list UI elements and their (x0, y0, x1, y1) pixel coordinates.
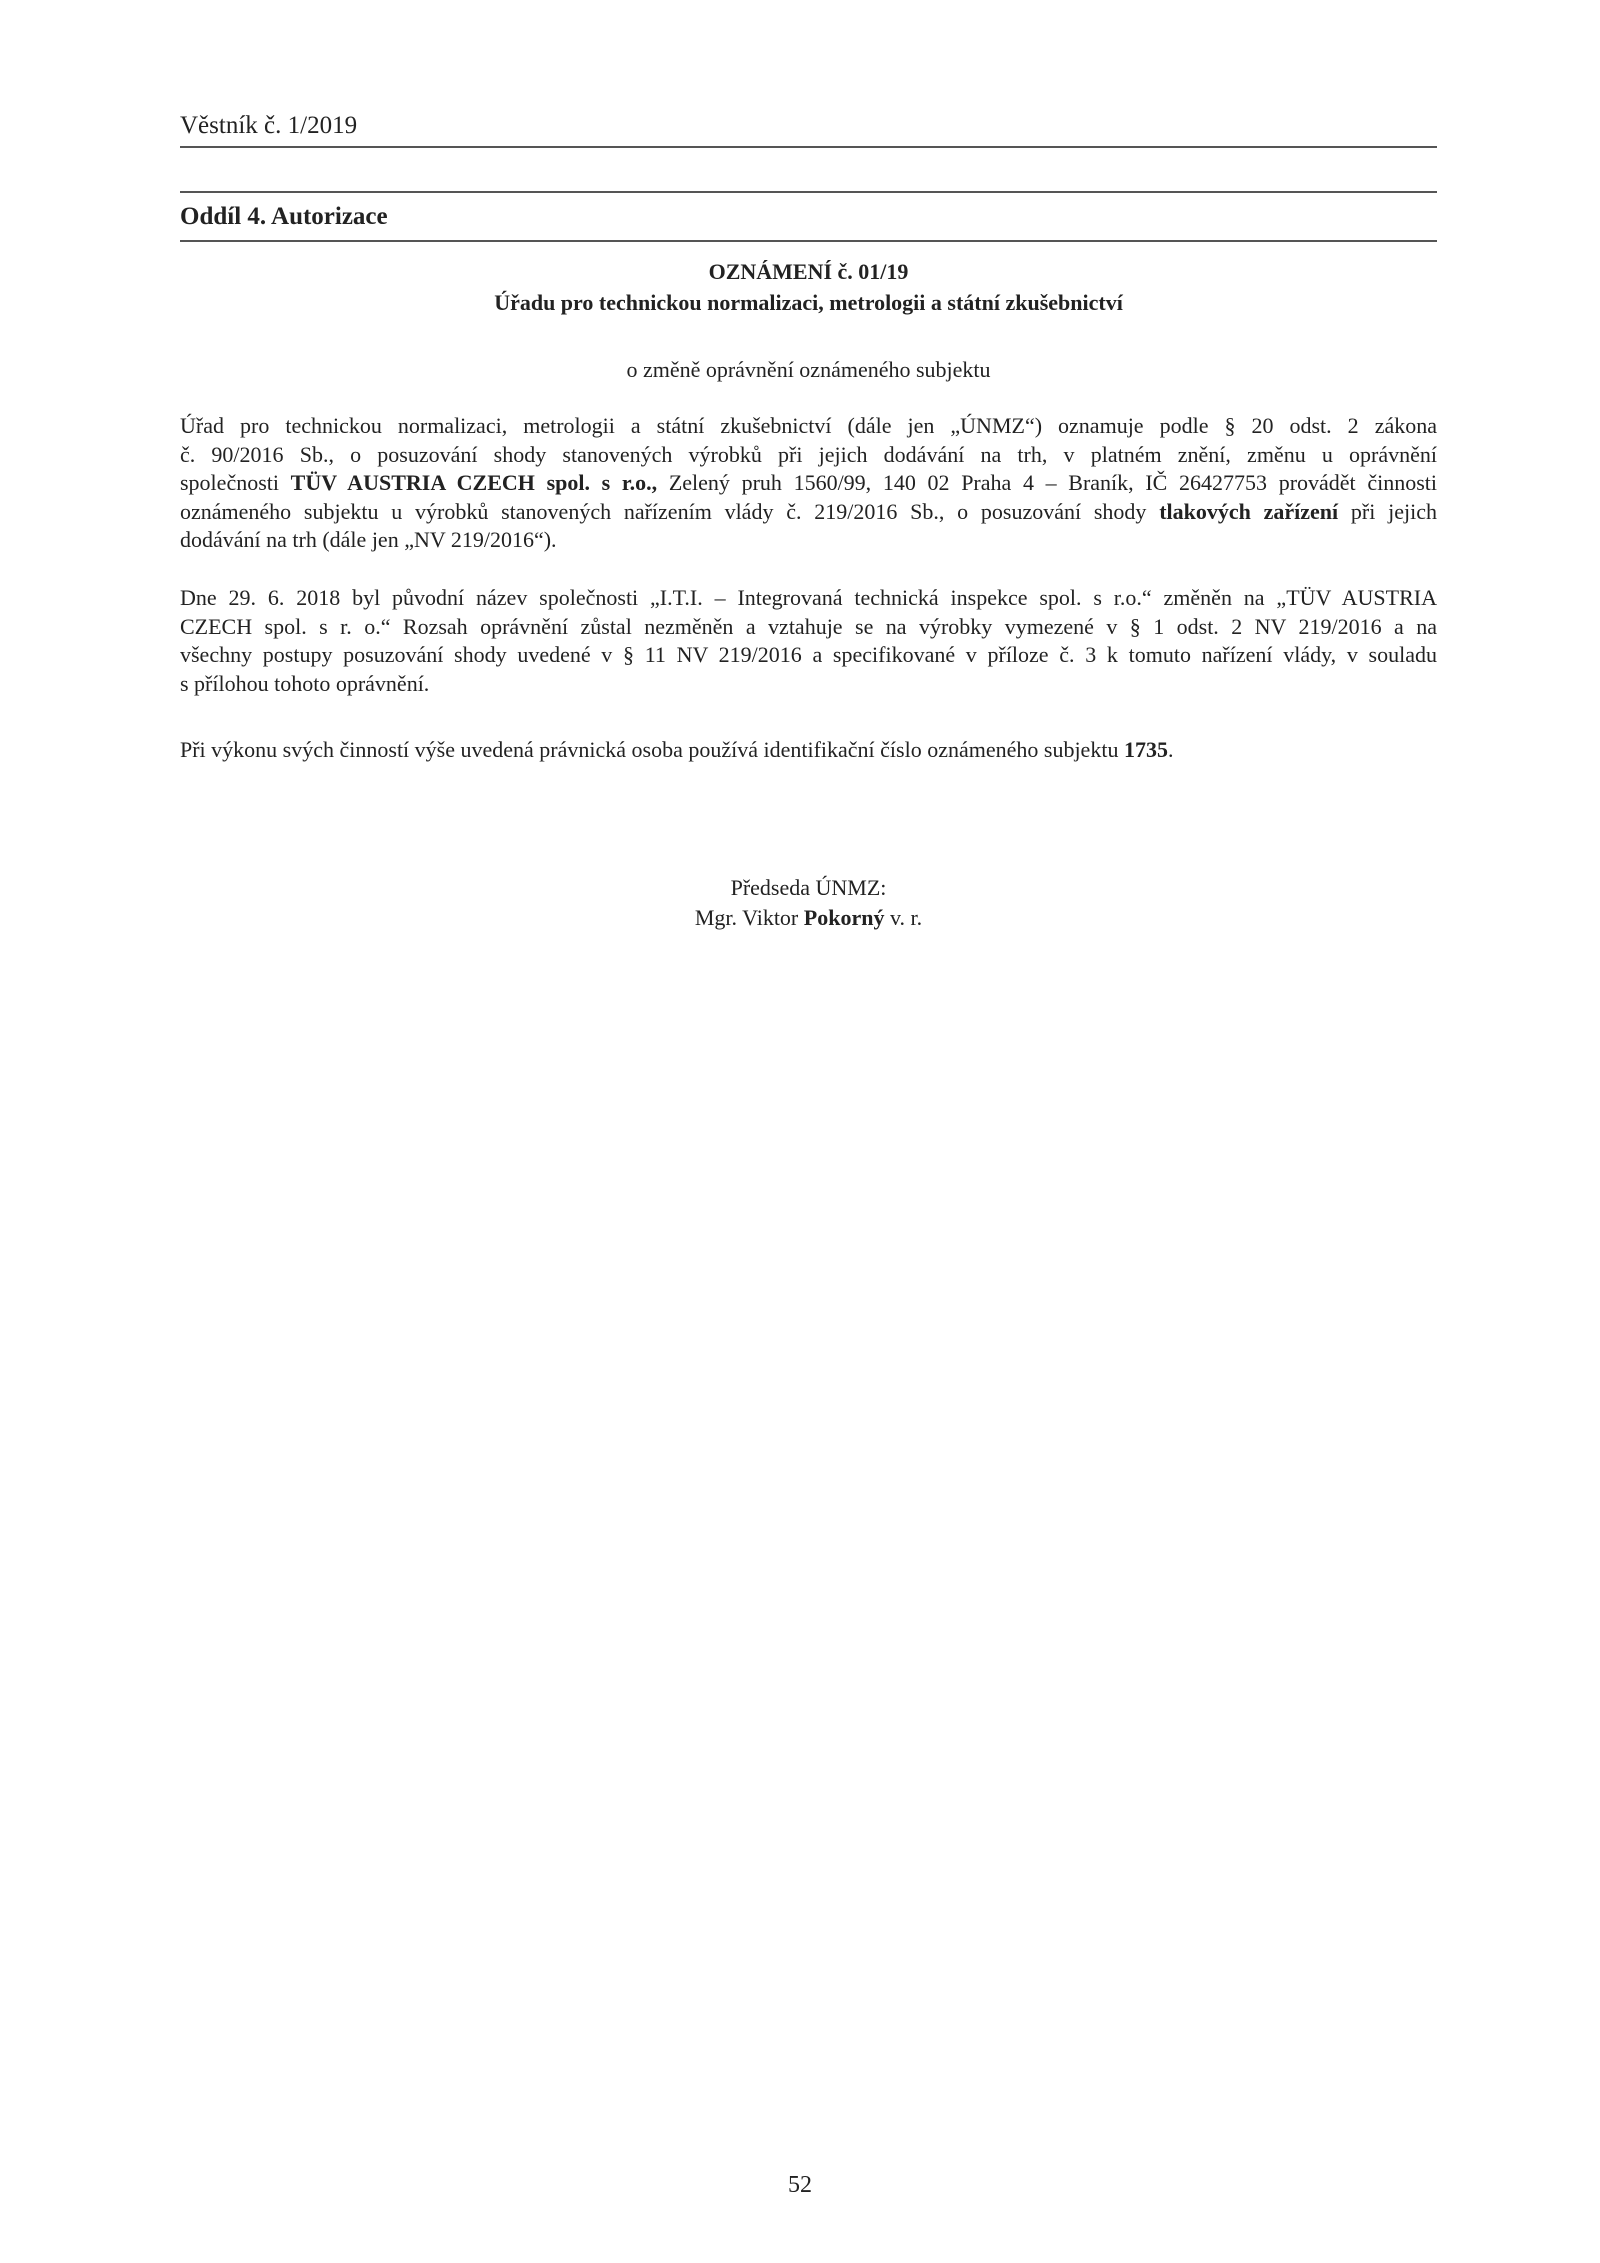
text-line (180, 736, 1437, 765)
text: Při výkonu svých činností výše uvedená právnická osoba používá identifikační číslo oznámeného subjektu (180, 737, 1124, 762)
divider (180, 146, 1437, 148)
text: Mgr. Viktor (694, 905, 804, 930)
divider (180, 191, 1437, 193)
surname: Pokorný (803, 905, 885, 930)
paragraph-3 (180, 736, 1437, 765)
notice-title: OZNÁMENÍ č. 01/19 (708, 259, 909, 284)
text-line: CZECH spol. s r. o.“ Rozsah oprávnění zůstal nezměněn a vztahuje se na výrobky vymezené v § 1 odst. 2 NV 219/2016 a na (180, 613, 1437, 639)
emphasis: tlakových zařízení (1159, 498, 1339, 524)
text: v. r. (884, 905, 923, 930)
paragraph-1 (180, 412, 1437, 555)
company-name: TÜV AUSTRIA CZECH spol. s r.o., (290, 470, 658, 495)
text-line: s přílohou tohoto oprávnění. (180, 670, 430, 696)
text-line (180, 469, 1437, 498)
signature-role: Předseda ÚNMZ: (730, 875, 887, 900)
divider (180, 240, 1437, 242)
text: . (1167, 737, 1174, 762)
text-line (180, 498, 1437, 527)
section-title: Oddíl 4. Autorizace (180, 203, 388, 230)
journal-header: Věstník č. 1/2019 (180, 112, 358, 139)
text: oznámeného subjektu u výrobků stanovených nařízením vlády č. 219/2016 Sb., o posuzování shody (180, 498, 1160, 524)
text: společnosti (180, 470, 291, 495)
paragraph-2 (180, 584, 1437, 698)
text-line: Úřad pro technickou normalizaci, metrologii a státní zkušebnictví (dále jen „ÚNMZ“) oznamuje podle § 20 odst. 2 zákona (180, 413, 1437, 438)
signature-name (180, 905, 1437, 931)
text-line: č. 90/2016 Sb., o posuzování shody stanovených výrobků při jejich dodávání na trh, v platném znění, změnu u oprávnění (180, 441, 1437, 467)
text-line: Dne 29. 6. 2018 byl původní název společnosti „I.T.I. – Integrovaná technická inspekce spol. s r.o.“ změněn na „TÜV AUSTRIA (180, 585, 1437, 610)
notice-issuer: Úřadu pro technickou normalizaci, metrologii a státní zkušebnictví (494, 290, 1123, 315)
text: Zelený pruh 1560/99, 140 02 Praha 4 – Braník, IČ 26427753 provádět činnosti (657, 470, 1437, 495)
text: při jejich (1338, 498, 1437, 524)
identification-number: 1735 (1123, 737, 1168, 762)
page-number: 52 (788, 2172, 812, 2198)
notice-subject: o změně oprávnění oznámeného subjektu (626, 357, 991, 382)
text-line: dodávání na trh (dále jen „NV 219/2016“). (180, 527, 557, 552)
text-line: všechny postupy posuzování shody uvedené v § 11 NV 219/2016 a specifikované v příloze č. 3 k tomuto nařízení vlády, v souladu (180, 642, 1437, 667)
